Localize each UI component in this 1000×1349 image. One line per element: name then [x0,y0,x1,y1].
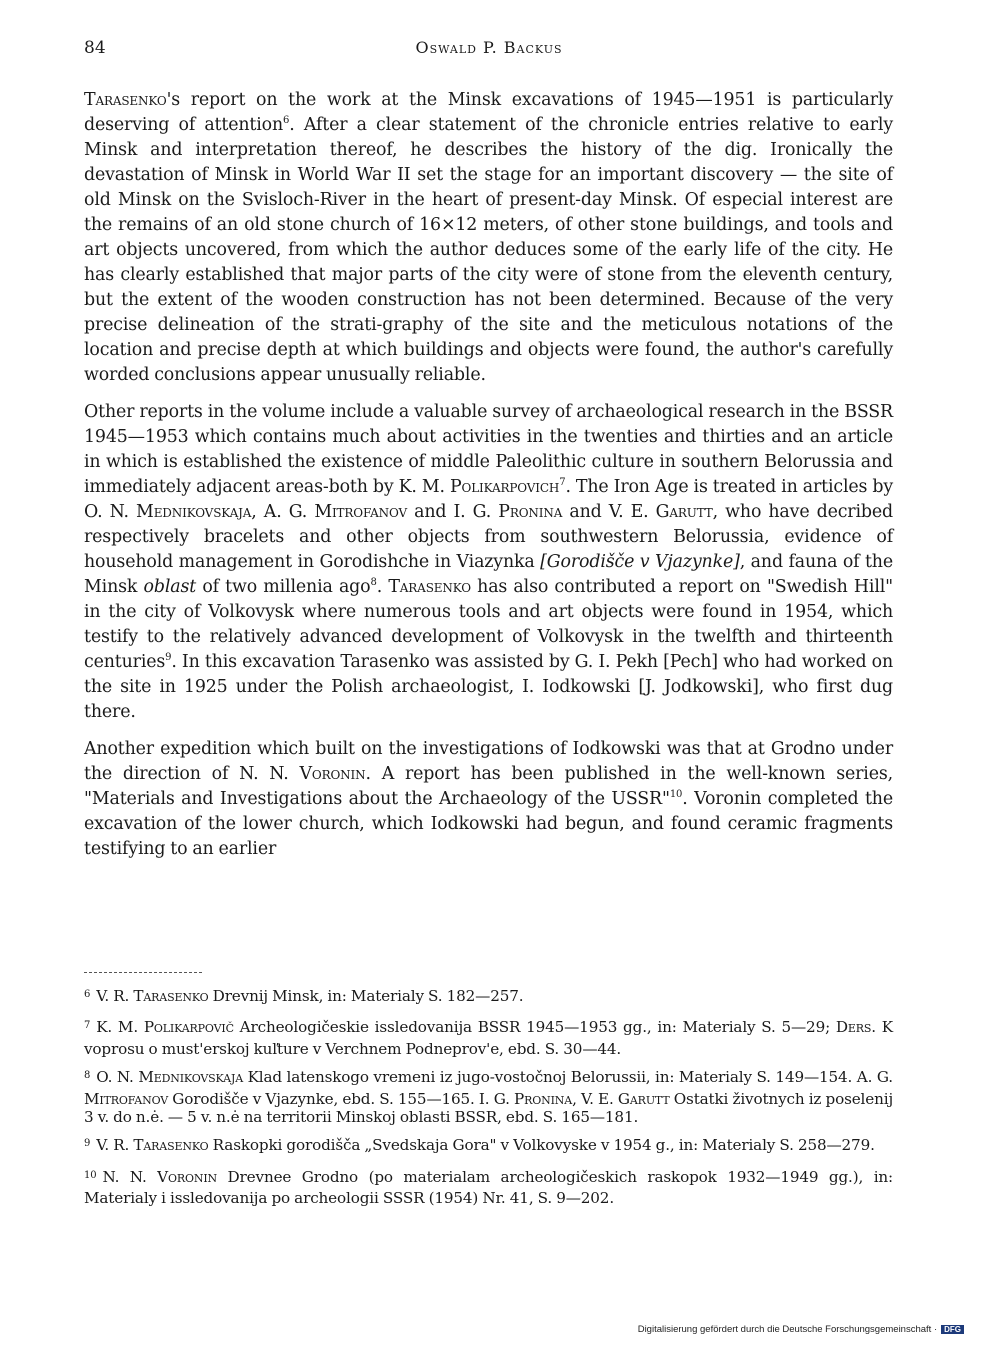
page-number: 84 [84,38,106,58]
page-header [84,38,894,64]
text-run: Another expedition which built on the investigations of Iodkowski was that at Grodno under the direction of N. N. [84,739,893,784]
footnote-number: 7 [84,1020,91,1032]
text-run: . Voronin completed the excavation of the lower church, which Iodkowski had begun, and found ceramic fragments testifying to an earlier [84,789,893,859]
text-run: , who have decribed respectively bracelets and other objects from southwestern Belorussia, evidence of household management in Gorodishche in Viazynka [84,502,893,572]
dfg-logo: DFG [941,1325,964,1334]
text-run: V. R. [96,987,134,1005]
text-run: , and fauna of the Minsk [84,552,893,597]
author-name: Voronin [299,764,366,784]
footnotes [84,987,893,1218]
text-run: O. N. [96,1068,139,1087]
text-run: . The Iron Age is treated in articles by O. N. [84,477,894,522]
text-run: Drevnij Minsk, in: Materialy S. 182—257. [208,987,524,1005]
text-run: K voprosu o must'erskoj kuľture v Verchnem Podneprov'e, ebd. S. 30—44. [84,1018,894,1058]
paragraph-2 [84,400,893,725]
body-text [84,88,893,874]
footnote-number: 9 [84,1138,91,1150]
footnote-8 [84,1068,893,1126]
author-name: Pronina [498,502,563,522]
text-run: K. M. [96,1018,144,1037]
author-name: Mitrofanov [314,502,407,522]
footnote-number: 8 [84,1070,91,1082]
author-name: Tarasenko [133,987,209,1005]
text-run: 's report on the work at the Minsk excavations of 1945—1951 is particularly deserving of attention [84,90,893,135]
footnote-ref-7: 7 [559,477,566,489]
author-name: Voronin [157,1167,218,1186]
author-name: Garutt [617,1089,670,1108]
digitization-credit [638,1324,964,1335]
text-run: Gorodišče v Vjazynke, ebd. S. 155—165. I. G. [168,1089,515,1108]
text-run: , V. E. [572,1089,618,1108]
author-name: Ders. [835,1018,876,1037]
paragraph-1 [84,88,893,388]
running-title: Oswald P. Backus [415,38,563,57]
footnote-ref-6: 6 [283,115,290,127]
text-run: Archeologičeskie issledovanija BSSR 1945—1953 gg., in: Materialy S. 5—29; [233,1018,836,1037]
footnote-ref-10: 10 [669,789,683,801]
author-name: Tarasenko [84,90,167,110]
author-name: Tarasenko [388,577,471,597]
author-name: Mednikovskaja [136,502,252,522]
author-name: Pronina [514,1089,573,1108]
text-run: and I. G. [406,502,499,522]
author-name: Mednikovskaja [138,1068,244,1087]
footnote-ref-8: 8 [370,577,377,589]
italic-term: oblast [143,577,197,597]
italic-term: [Gorodišče v Vjazynke] [540,552,740,572]
text-run: Klad latenskogo vremeni iz jugo-vostočnoj Belorussii, in: Materialy S. 149—154. A. G. [243,1068,893,1087]
text-run: N. N. [102,1167,158,1186]
text-run: . A report has been published in the well-known series, "Materials and Investigations about the Archaeology of the USSR" [84,764,893,809]
text-run: Other reports in the volume include a valuable survey of archaeological research in the BSSR 1945—1953 which contains much about activities in the twenties and thirties and an article in which is established the existence of middle Paleolithic culture in southern Belorussia and immediately adjacent areas-both by K. M. [84,402,893,497]
footnote-9 [84,1136,893,1157]
footnote-number: 6 [84,989,91,1000]
author-name: Polikarpovich [449,477,560,497]
text-run: has also contributed a report on "Swedish Hill" in the city of Volkovysk where numerous tools and art objects were found in 1954, which testify to the relatively advanced development of Volkovysk in the twelfth and thirteenth centuries [84,577,893,672]
footnote-number: 10 [84,1169,97,1181]
text-run: . In this excavation Tarasenko was assisted by G. I. Pekh [Pech] who had worked on the site in 1925 under the Polish archaeologist, I. Iodkowski [J. Jodkowski], who first dug there. [84,652,893,722]
paragraph-3 [84,737,893,862]
footnote-7 [84,1018,893,1058]
footnote-10 [84,1168,893,1208]
footnote-divider [84,972,202,973]
author-name: Mitrofanov [84,1089,169,1108]
author-name: Polikarpovič [143,1018,234,1037]
text-run: of two millenia ago [196,577,371,597]
credit-text: Digitalisierung gefördert durch die Deutsche Forschungsgemeinschaft · [637,1324,938,1335]
footnote-6 [84,987,893,1008]
text-run: V. R. [96,1136,134,1155]
text-run: . [376,577,389,597]
author-name: Garutt [655,502,713,522]
text-run: . After a clear statement of the chronicle entries relative to early Minsk and interpretation thereof, he describes the history of the dig. Ironically the devastation of Minsk in World War II set the stage for an important discovery — the site of old Minsk on the Svisloch-River in the heart of present-day Minsk. Of especial interest are the remains of an old stone church of 16×12 meters, of other stone buildings, and tools and art objects uncovered, from which the author deduces some of the early life of the city. He has clearly established that major parts of the city were of stone from the eleventh century, but the extent of the wooden construction has not been determined. Because of the very precise delineation of the strati-graphy of the site and the meticulous notations of the location and precise depth at which buildings and objects were found, the author's carefully worded conclusions appear unusually reliable. [84,115,893,385]
author-name: Tarasenko [133,1136,209,1155]
text-run: Raskopki gorodišča „Svedskaja Gora" v Volkovyske v 1954 g., in: Materialy S. 258—279. [208,1136,875,1155]
text-run: , A. G. [251,502,315,522]
text-run: Ostatki životnych iz poselenij 3 v. do n.ė. — 5 v. n.ė na territorii Minskoj oblasti BSSR, ebd. S. 165—181. [84,1089,893,1127]
footnote-ref-9: 9 [165,652,172,664]
text-run: and V. E. [562,502,656,522]
text-run: Drevnee Grodno (po materialam archeologičeskich raskopok 1932—1949 gg.), in: Materialy i issledovanija po archeologii SSSR (1954) Nr. 41, S. 9—202. [84,1167,893,1208]
